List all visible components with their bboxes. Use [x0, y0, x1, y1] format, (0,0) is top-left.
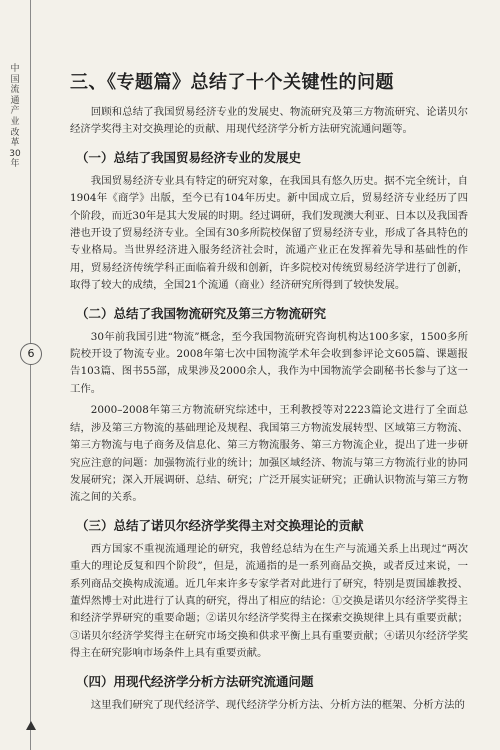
section-1-paragraph-1: 我国贸易经济专业具有特定的研究对象，在我国具有悠久历史。据不完全统计，自1904年《商学》出版，至今已有104年历史。新中国成立后，贸易经济专业经历了四个阶段，而近30年是其大发展的时期。经过调研，我们发现澳大利亚、日本以及我国香港也开设了贸易经济专业。全国有30多所院校保留了贸易经济专业，形成了各具特色的专业格局。当世界经济进入服务经济社会时，流通产业正在发挥着先导和基础性的作用，贸易经济传统学科正面临着升级和创新，许多院校对传统贸易经济学进行了创新，取得了较大的成绩，全国21个流通（商业）经济研究所得到了较快发展。: [70, 174, 468, 292]
section-4-paragraph-1: 这里我们研究了现代经济学、现代经济学分析方法、分析方法的框架、分析方法的: [90, 698, 465, 711]
page-number: 6: [20, 343, 42, 365]
section-heading-4: （四）用现代经济学分析方法研究流通问题: [76, 673, 314, 689]
section-heading-1: （一）总结了我国贸易经济专业的发展史: [76, 149, 302, 165]
section-2-paragraph-2: 2000–2008年第三方物流研究综述中，王利教授等对2223篇论文进行了全面总结，涉及第三方物流的基础理论及规程、我国第三方物流发展转型、区域第三方物流、第三方物流与电子商务及信息化、第三方物流服务、第三方物流企业，提出了进一步研究应注意的问题：加强物流行业的统计；加强区域经济、物流与第三方物流行业的协同发展研究；深入开展调研、总结、研究；广泛开展实证研究；正确认识物流与第三方物流之间的关系。: [70, 404, 468, 504]
chapter-title: 三、《专题篇》总结了十个关键性的问题: [70, 72, 394, 93]
page-margin-sidebar: [0, 0, 31, 750]
triangle-marker-icon: [26, 721, 36, 730]
section-2-paragraph-1: 30年前我国引进“物流”概念，至今我国物流研究咨询机构达100多家，1500多所院校开设了物流专业。2008年第七次中国物流学术年会收到参评论文605篇、课题报告103篇、图书55部，成果涉及2000余人，我作为中国物流学会副秘书长参与了这一工作。: [70, 330, 468, 395]
section-heading-2: （二）总结了我国物流研究及第三方物流研究: [76, 305, 327, 321]
section-heading-3: （三）总结了诺贝尔经济学奖得主对交换理论的贡献: [76, 517, 364, 533]
running-header-vertical: 中国流通产业改革30年: [9, 64, 21, 170]
section-3-paragraph-1: 西方国家不重视流通理论的研究，我曾经总结为在生产与流通关系上出现过“两次重大的理论反复和四个阶段”，但是，流通指的是一系列商品交换，或者反过来说，一系列商品交换构成流通。近几年来许多专家学者对此进行了研究，特别是贾国雄教授、董焊然博士对此进行了认真的研究，得出了相应的结论：①交换是诺贝尔经济学奖得主和经济学界研究的重要命题；②诺贝尔经济学奖得主在探索交换规律上具有重要贡献；③诺贝尔经济学奖得主在研究市场交换和供求平衡上具有重要贡献；④诺贝尔经济学奖得主在研究影响市场条件上具有重要贡献。: [70, 542, 468, 660]
page-body: [70, 72, 468, 714]
intro-paragraph: 回顾和总结了我国贸易经济专业的发展史、物流研究及第三方物流研究、论诺贝尔经济学奖得主对交换理论的贡献、用现代经济学分析方法研究流通问题等。: [70, 106, 468, 136]
